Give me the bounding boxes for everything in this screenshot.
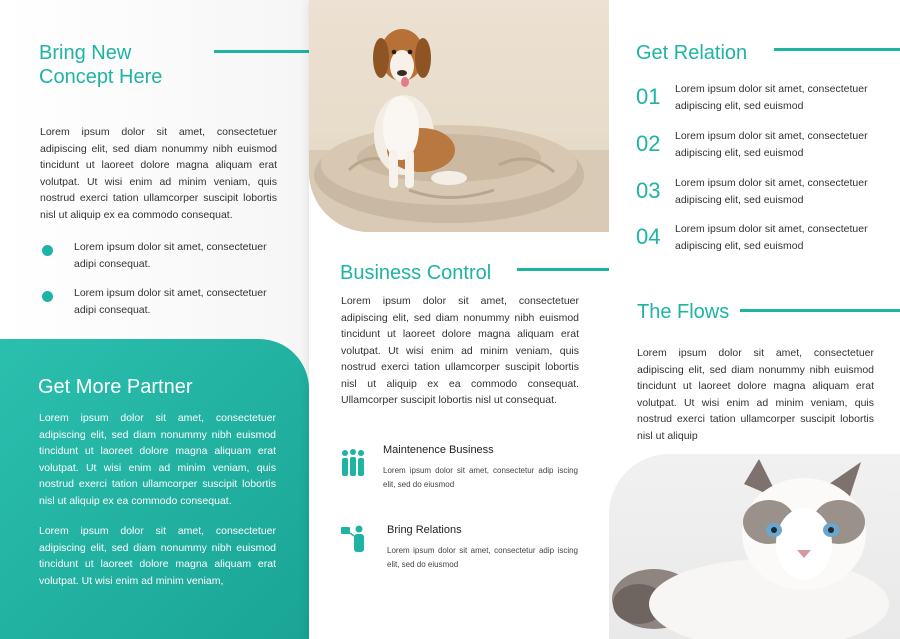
relation-number-2: 02 [636, 131, 661, 156]
bullet-text-1: Lorem ipsum dolor sit amet, consectetuer adipi consequat. [74, 241, 267, 270]
relation-heading-rule [774, 48, 900, 51]
relation-number-1: 01 [636, 84, 661, 109]
feature-title-1: Maintenence Business [383, 444, 494, 456]
concept-intro: Lorem ipsum dolor sit amet, consectetuer adipiscing elit, sed diam nonummy nibh euismod tincidunt ut laoreet dolore magna aliquam erat volutpat. Ut wisi enim ad minim veniam, quis nostrud exerci tation ullamcorper suscipit lobortis nisl ut aliquip ex ea commodo consequat. [40, 126, 277, 221]
bullet-dot-2 [42, 291, 53, 302]
relation-text-1: Lorem ipsum dolor sit amet, consectetuer adipiscing elit, sed euismod [675, 83, 868, 112]
middle-panel [309, 0, 609, 639]
relation-number-3: 03 [636, 178, 661, 203]
partner-card [0, 339, 309, 639]
bullet-dot-1 [42, 245, 53, 256]
presenter-icon [340, 524, 366, 554]
flows-para: Lorem ipsum dolor sit amet, consectetuer adipiscing elit, sed diam nonummy nibh euismod tincidunt ut laoreet dolore magna aliquam erat volutpat. Ut wisi enim ad minim veniam, quis nostrud exerci tation ullamcorper suscipit lobortis nisl ut aliquip [637, 347, 874, 442]
feature-text-1: Lorem ipsum dolor sit amet, consectetur adip iscing elit, sed do eiusmod [383, 466, 578, 489]
flows-heading-rule [740, 309, 900, 312]
partner-heading: Get More Partner [38, 376, 193, 398]
bullet-text-2: Lorem ipsum dolor sit amet, consectetuer adipi consequat. [74, 287, 267, 316]
left-panel [0, 0, 309, 639]
relation-heading: Get Relation [636, 42, 748, 64]
dog-on-cushion-photo [309, 0, 609, 232]
ragdoll-cat-photo [609, 454, 900, 639]
business-heading-rule [517, 268, 609, 271]
team-group-icon [340, 448, 366, 478]
concept-heading-rule [214, 50, 309, 53]
right-panel [609, 0, 900, 639]
concept-heading [39, 41, 209, 89]
business-heading: Business Control [340, 262, 492, 284]
cat-illustration [609, 454, 900, 639]
business-para: Lorem ipsum dolor sit amet, consectetuer adipiscing elit, sed diam nonummy nibh euismod tincidunt ut laoreet dolore magna aliquam erat volutpat. Ut wisi enim ad minim veniam, quis nostrud exerci tation ullamcorper suscipit lobortis nisl ut aliquip ex ea commodo consequat. Ullamcorper suscipit lobortis nisl ut consequat. [341, 295, 579, 406]
feature-text-2: Lorem ipsum dolor sit amet, consectetur adip iscing elit, sed do eiusmod [387, 546, 578, 569]
relation-text-4: Lorem ipsum dolor sit amet, consectetuer adipiscing elit, sed euismod [675, 223, 868, 252]
concept-heading-line2: Concept Here [39, 66, 163, 88]
flows-heading: The Flows [637, 301, 730, 323]
partner-para-1: Lorem ipsum dolor sit amet, consectetuer adipiscing elit, sed diam nonummy nibh euismod tincidunt ut laoreet dolore magna aliquam erat volutpat. Ut wisi enim ad minim veniam, quis nostrud exerci tation ullamcorper suscipit lobortis nisl ut aliquip ex ea commodo consequat. [39, 412, 276, 507]
relation-text-3: Lorem ipsum dolor sit amet, consectetuer adipiscing elit, sed euismod [675, 177, 868, 206]
partner-para-2: Lorem ipsum dolor sit amet, consectetuer adipiscing elit, sed diam nonummy nibh euismod tincidunt ut laoreet dolore magna aliquam erat volutpat. Ut wisi enim ad minim veniam, [39, 525, 276, 587]
relation-number-4: 04 [636, 224, 661, 249]
dog-illustration [309, 0, 609, 232]
feature-title-2: Bring Relations [387, 524, 462, 536]
concept-heading-line1: Bring New [39, 42, 132, 64]
relation-text-2: Lorem ipsum dolor sit amet, consectetuer adipiscing elit, sed euismod [675, 130, 868, 159]
